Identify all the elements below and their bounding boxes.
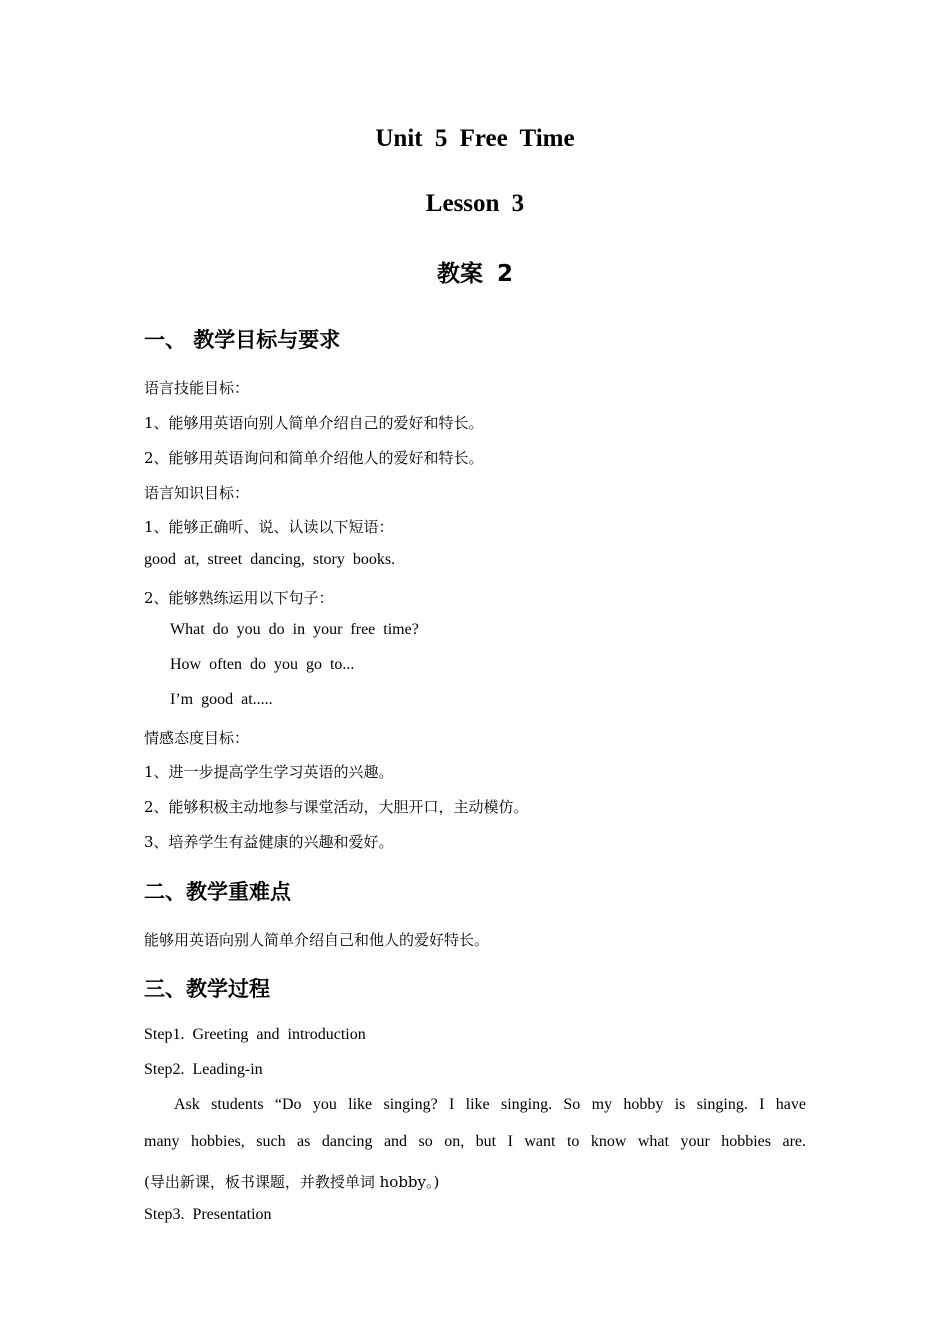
step-3: Step3. Presentation	[144, 1206, 272, 1223]
step-2: Step2. Leading-in	[144, 1061, 263, 1078]
unit-title: Unit 5 Free Time	[375, 125, 575, 152]
section2-heading: 二、教学重难点	[144, 880, 291, 904]
plan-title: 教案 2	[436, 261, 513, 287]
skill-item-1: 1、能够用英语向别人简单介绍自己的爱好和特长。	[144, 414, 484, 432]
lesson-title: Lesson 3	[425, 190, 525, 217]
section1-heading: 一、 教学目标与要求	[144, 328, 341, 352]
sentence-2: How often do you go to...	[170, 656, 355, 673]
emotion-item-2: 2、能够积极主动地参与课堂活动，大胆开口，主动模仿。	[144, 798, 529, 816]
skill-label: 语言技能目标：	[144, 379, 250, 397]
emotion-item-1: 1、进一步提高学生学习英语的兴趣。	[144, 763, 394, 781]
knowledge-item-2: 2、能够熟练运用以下句子：	[144, 589, 334, 607]
phrases: good at, street dancing, story books.	[144, 551, 396, 568]
knowledge-item-1: 1、能够正确听、说、认读以下短语：	[144, 518, 394, 536]
sentence-3: I’m good at.....	[170, 691, 273, 708]
emotion-item-3: 3、培养学生有益健康的兴趣和爱好。	[144, 833, 394, 851]
emotion-label: 情感态度目标：	[144, 729, 250, 747]
paragraph-line-1: Ask students “Do you like singing? I like singing. So my hobby is singing. I have	[174, 1096, 806, 1113]
section3-heading: 三、教学过程	[144, 977, 270, 1001]
knowledge-label: 语言知识目标：	[144, 484, 250, 502]
paragraph-line-2: many hobbies, such as dancing and so on, but I want to know what your hobbies are.	[144, 1133, 806, 1150]
skill-item-2: 2、能够用英语询问和简单介绍他人的爱好和特长。	[144, 449, 484, 467]
step-1: Step1. Greeting and introduction	[144, 1026, 366, 1043]
paragraph-line-3: (导出新课，板书课题，并教授单词 hobby。)	[144, 1173, 440, 1191]
section2-text: 能够用英语向别人简单介绍自己和他人的爱好特长。	[144, 931, 490, 949]
sentence-1: What do you do in your free time?	[170, 621, 419, 638]
